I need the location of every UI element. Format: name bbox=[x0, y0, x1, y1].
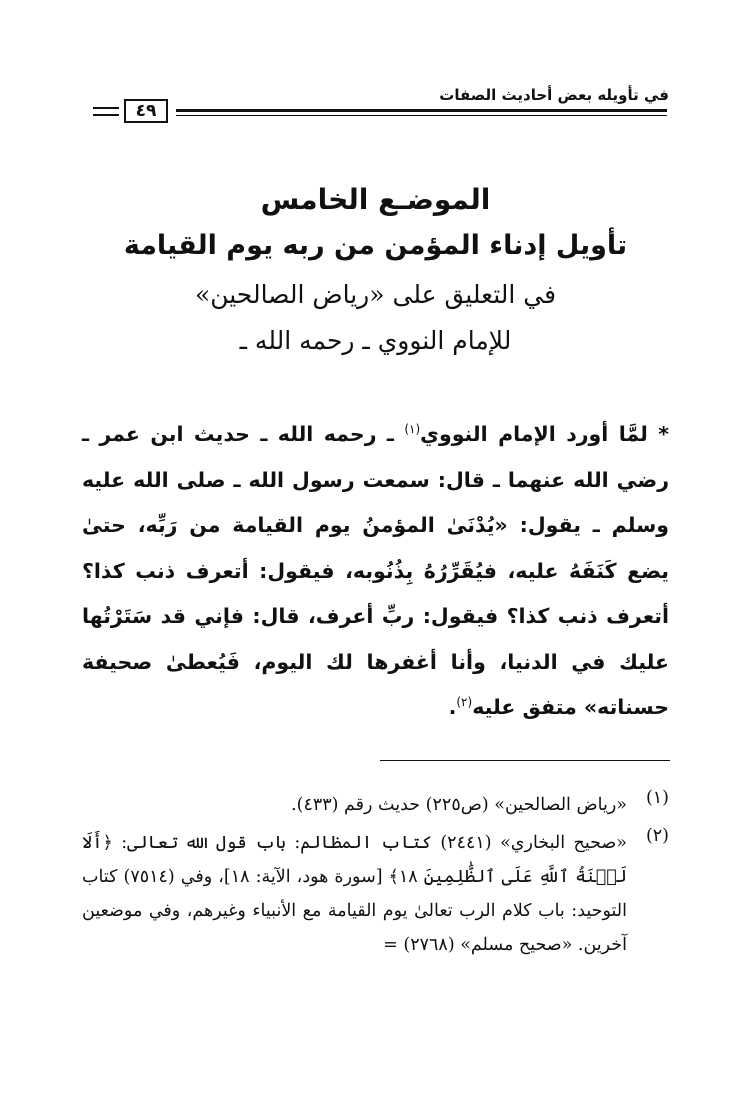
footnote-separator bbox=[380, 760, 670, 761]
footnote-ref-2: (٢) bbox=[456, 695, 473, 710]
footnotes bbox=[82, 788, 669, 962]
header-rule-thin bbox=[176, 115, 667, 116]
footnote-text: «رياض الصالحين» (ص٢٢٥) حديث رقم (٤٣٣). bbox=[291, 795, 627, 815]
section-context: في التعليق على «رياض الصالحين» bbox=[194, 280, 557, 309]
body-text-part2: ـ رحمه الله ـ حديث ابن عمر ـ رضي الله عنهما ـ قال: سمعت رسول الله ـ صلى الله عليه وسلم ـ يقول: «يُدْنَىٰ المؤمنُ يوم القيامة من رَبِّه، حتىٰ يضع كَنَفَهُ عليه، فيُقَرِّرُهُ بِذُنُوبه، فيقول: أتعرف ذنب كذا؟ أتعرف ذنب كذا؟ فيقول: ربِّ أعرف، قال: فإني قد سَتَرْتُها عليك في الدنيا، وأنا أغفرها لك اليوم، فَيُعطىٰ صحيفة حسناته» متفق عليه bbox=[82, 422, 669, 719]
body-text-part3: . bbox=[448, 695, 457, 719]
running-title: في تأويله بعض أحاديث الصفات bbox=[439, 86, 669, 104]
footnote-text: «صحيح البخاري» (٢٤٤١) كتاب المظالم: باب قول الله تعالى: ﴿أَلَا لَعۡنَةُ ٱللَّهِ عَلَى ٱلظَّٰلِمِينَ ١٨﴾ [سورة هود، الآية: ١٨]، وفي (٧٥١٤) كتاب التوحيد: باب كلام الرب تعالىٰ يوم القيامة مع الأنبياء وغيرهم، وفي موضعين آخرين. «صحيح مسلم» (٢٧٦٨) = bbox=[82, 833, 628, 955]
header-rule bbox=[176, 109, 667, 112]
footnote-ref-1: (١) bbox=[404, 422, 421, 437]
page-number-dash bbox=[93, 114, 119, 116]
section-subtitle: تأويل إدناء المؤمن من ربه يوم القيامة bbox=[123, 230, 628, 261]
page-number: ٤٩ bbox=[124, 99, 168, 123]
footnote-item bbox=[82, 788, 669, 822]
footnote-number: (١) bbox=[645, 788, 669, 808]
footnote-number: (٢) bbox=[645, 826, 669, 846]
body-text-part1: * لمَّا أورد الإمام النووي bbox=[420, 422, 669, 446]
body-paragraph bbox=[82, 412, 669, 731]
section-title: الموضـع الخامس bbox=[260, 183, 491, 216]
page-number-dash bbox=[93, 107, 119, 109]
section-author: للإمام النووي ـ رحمه الله ـ bbox=[239, 326, 512, 355]
footnote-item bbox=[82, 826, 669, 962]
